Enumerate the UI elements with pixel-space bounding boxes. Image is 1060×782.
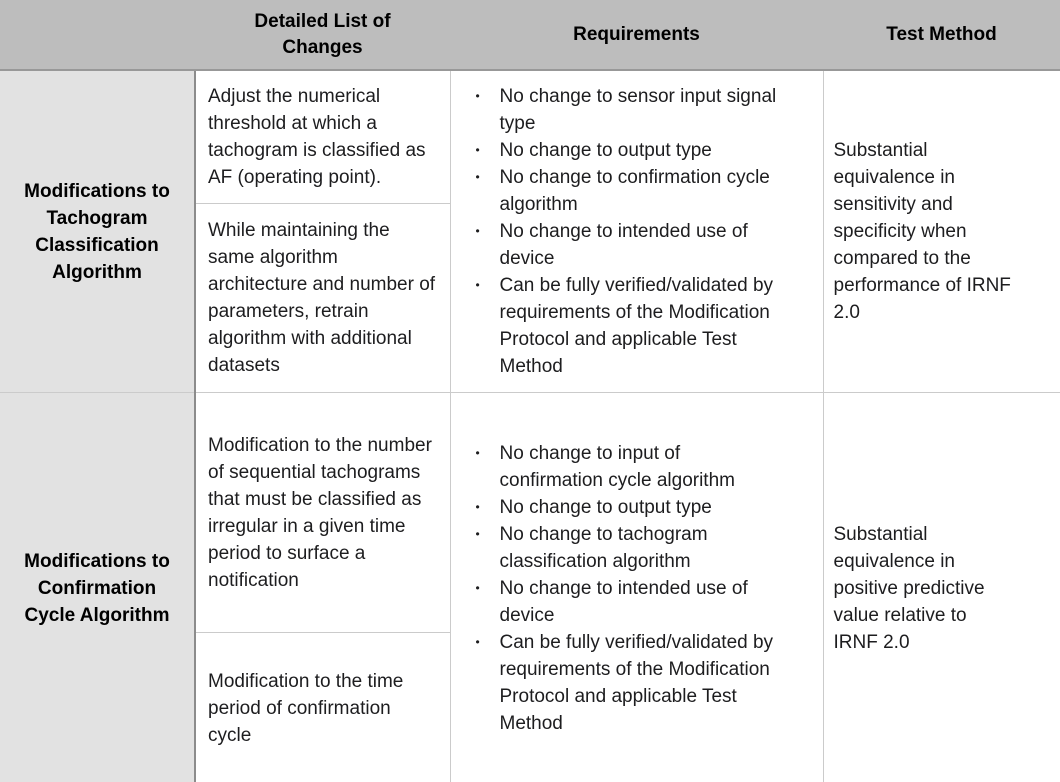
header-cell-blank	[0, 0, 195, 70]
category-cell-tachogram: Modifications to Tachogram Classification Algorithm	[0, 70, 195, 393]
bullet-icon: •	[475, 89, 480, 103]
header-cell-detailed-list-of-changes: Detailed List of Changes	[195, 0, 450, 70]
bullet-icon: •	[475, 224, 480, 238]
bullet-icon: •	[475, 278, 480, 292]
table-body	[0, 70, 1060, 782]
requirement-text: No change to intended use of device	[499, 221, 748, 269]
bullet-icon: •	[475, 143, 480, 157]
requirement-text: No change to confirmation cycle algorithm	[499, 167, 770, 215]
requirement-item	[451, 629, 788, 737]
table-row	[0, 70, 1060, 204]
requirement-item	[451, 440, 788, 494]
change-cell: Adjust the numerical threshold at which a tachogram is classified as AF (operating point).	[195, 70, 450, 204]
requirements-cell	[450, 393, 823, 782]
requirement-text: No change to input of confirmation cycle algorithm	[499, 442, 735, 491]
requirement-item	[451, 494, 788, 521]
header-cell-test-method: Test Method	[823, 0, 1060, 70]
change-cell: Modification to the number of sequential tachograms that must be classified as irregular in a given time period to surface a notification	[195, 393, 450, 633]
requirement-text: No change to output type	[499, 496, 712, 518]
header-row	[0, 0, 1060, 70]
bullet-icon: •	[475, 170, 480, 184]
requirement-text: No change to intended use of device	[499, 577, 748, 626]
bullet-icon: •	[475, 580, 480, 595]
bullet-icon: •	[475, 634, 480, 649]
test-method-cell: Substantial equivalence in sensitivity and specificity when compared to the performance of IRNF 2.0	[823, 70, 1060, 393]
category-cell-confirmation-cycle: Modifications to Confirmation Cycle Algorithm	[0, 393, 195, 782]
test-method-cell: Substantial equivalence in positive predictive value relative to IRNF 2.0	[823, 393, 1060, 782]
requirement-text: No change to sensor input signal type	[499, 86, 777, 134]
bullet-icon: •	[475, 499, 480, 514]
change-cell: Modification to the time period of confirmation cycle	[195, 633, 450, 782]
requirements-cell	[450, 70, 823, 393]
requirement-text: No change to tachogram classification algorithm	[499, 523, 708, 572]
header-cell-requirements: Requirements	[450, 0, 823, 70]
table-header	[0, 0, 1060, 70]
requirement-item	[451, 575, 788, 629]
requirement-item	[451, 218, 788, 272]
requirement-item	[451, 272, 788, 380]
change-cell: While maintaining the same algorithm architecture and number of parameters, retrain algorithm with additional datasets	[195, 204, 450, 393]
requirement-item	[451, 137, 788, 164]
requirement-item	[451, 83, 788, 137]
bullet-icon: •	[475, 445, 480, 460]
requirement-item	[451, 521, 788, 575]
bullet-icon: •	[475, 526, 480, 541]
requirement-text: No change to output type	[499, 140, 712, 161]
requirement-item	[451, 164, 788, 218]
requirement-text: Can be fully verified/validated by requirements of the Modification Protocol and applicable Test Method	[499, 631, 774, 734]
requirement-text: Can be fully verified/validated by requirements of the Modification Protocol and applicable Test Method	[499, 275, 774, 377]
table-row	[0, 393, 1060, 633]
